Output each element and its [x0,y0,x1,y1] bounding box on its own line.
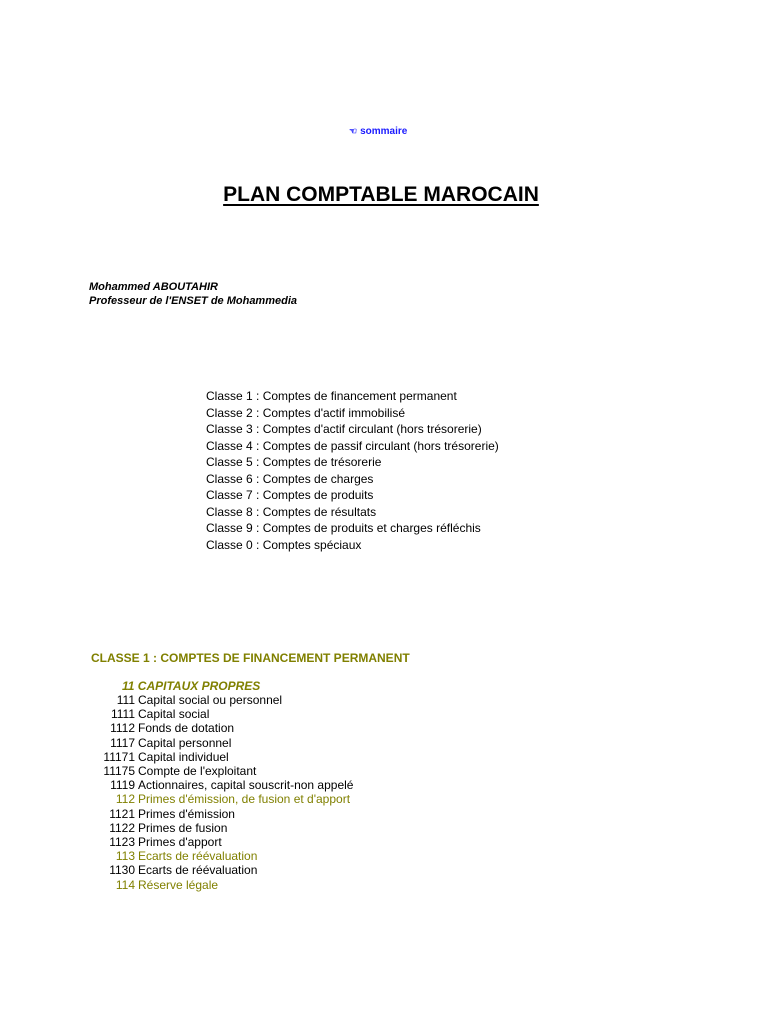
account-label: Ecarts de réévaluation [138,849,258,864]
account-code: 111 [116,693,135,707]
class-list-item: Classe 2 : Comptes d'actif immobilisé [206,405,406,420]
account-code: 1117 [110,735,135,750]
class-list-item: Classe 1 : Comptes de financement permanent [206,389,457,403]
account-code: 112 [115,792,135,807]
account-row [0,807,353,821]
account-row [0,750,353,764]
class-list [206,388,499,553]
account-code: 11175 [103,764,135,779]
account-row [0,736,353,750]
account-code: 113 [115,849,135,864]
account-code: 11171 [103,749,135,764]
class-list-item: Classe 4 : Comptes de passif circulant (hors trésorerie) [206,438,499,453]
account-label: Fonds de dotation [138,721,235,736]
class-list-item: Classe 9 : Comptes de produits et charges réfléchis [206,521,481,535]
account-row [0,863,353,877]
account-label: Capital individuel [138,749,229,764]
account-code: 1111 [110,707,135,722]
class-list-item: Classe 6 : Comptes de charges [206,471,374,486]
account-code: 1123 [109,835,135,850]
account-label: Réserve légale [138,877,219,892]
account-row [0,849,353,863]
account-row [0,707,353,721]
account-label: Primes d'émission [138,806,235,821]
class-list-item: Classe 0 : Comptes spéciaux [206,537,362,552]
account-row [0,764,353,778]
account-code: 114 [115,877,135,892]
subsection-title: 11 CAPITAUX PROPRES [122,679,261,693]
author-role: Professeur de l'ENSET de Mohammedia [89,295,298,307]
account-row [0,821,353,835]
class-list-item: Classe 5 : Comptes de trésorerie [206,455,382,469]
account-row [0,721,353,735]
account-row [0,835,353,849]
account-label: Capital personnel [138,735,232,750]
sommaire-link[interactable] [349,126,407,137]
account-label: Primes d'apport [138,835,222,850]
account-code: 1112 [110,721,135,736]
account-code: 1121 [109,806,135,821]
account-code: 1122 [109,820,135,835]
account-label: Primes d'émission, de fusion et d'apport [138,792,351,807]
document-title: PLAN COMPTABLE MAROCAIN [223,183,539,206]
account-code: 1130 [109,863,135,878]
account-label: Capital social ou personnel [138,693,283,707]
account-row [0,792,353,806]
class-list-item: Classe 8 : Comptes de résultats [206,504,377,519]
account-label: Primes de fusion [138,820,228,835]
account-label: Compte de l'exploitant [138,764,257,779]
account-label: Ecarts de réévaluation [138,863,258,878]
account-list [0,693,353,892]
class-list-item: Classe 7 : Comptes de produits [206,488,374,502]
author-name: Mohammed ABOUTAHIR [89,281,218,293]
account-label: Actionnaires, capital souscrit-non appelé [138,778,354,793]
account-row [0,693,353,707]
class-list-item: Classe 3 : Comptes d'actif circulant (hors trésorerie) [206,422,482,436]
account-row [0,878,353,892]
account-code: 1119 [110,778,135,793]
pointing-hand-icon: ☜ [349,126,358,136]
sommaire-label: sommaire [360,126,408,137]
section-title: CLASSE 1 : COMPTES DE FINANCEMENT PERMANENT [91,651,410,665]
account-label: Capital social [138,707,210,722]
author-block [89,280,297,308]
account-row [0,778,353,792]
